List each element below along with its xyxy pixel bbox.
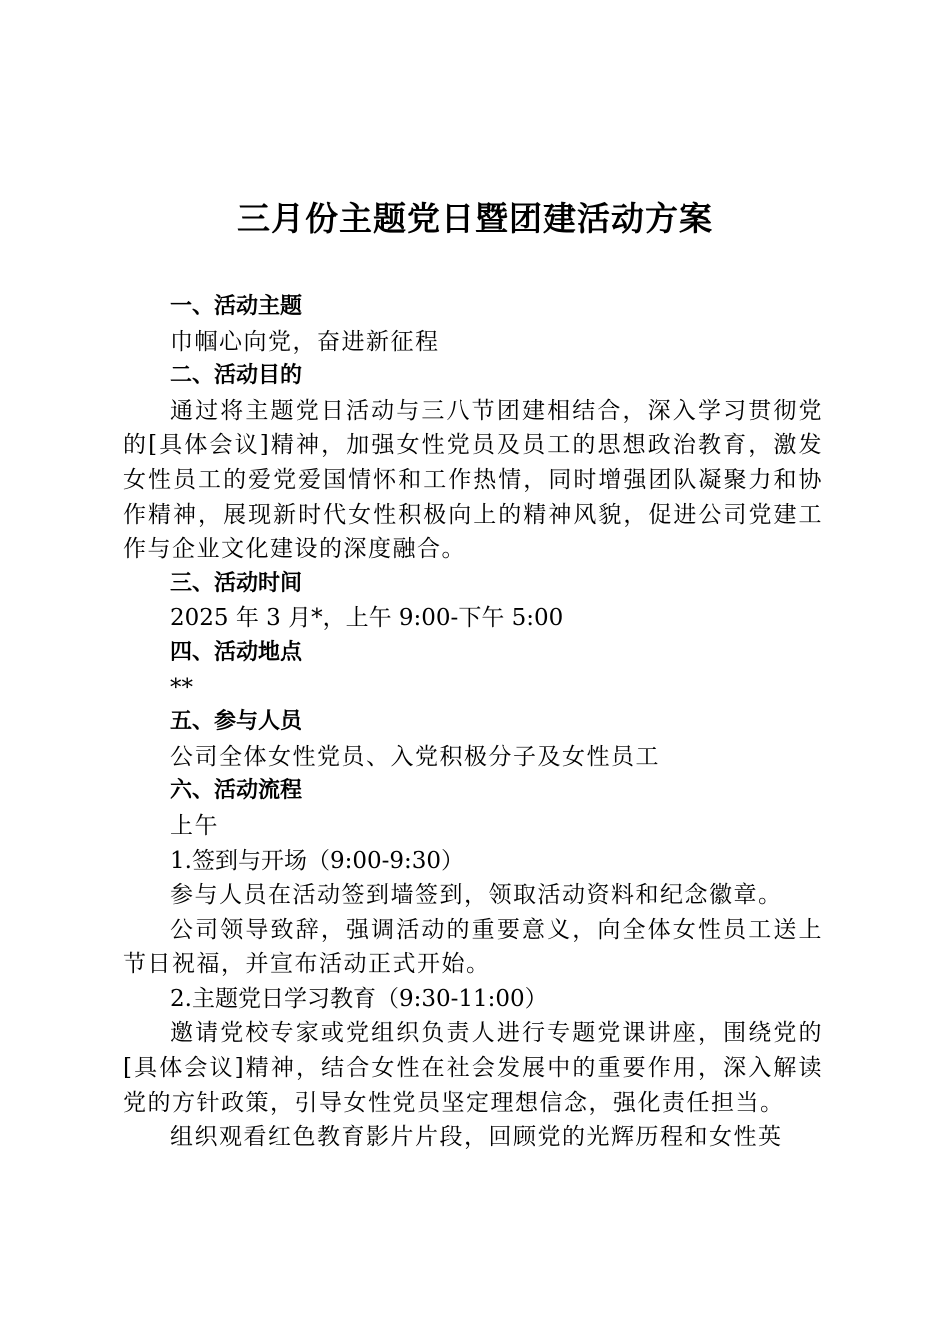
section-heading-purpose: 二、活动目的 xyxy=(170,363,303,389)
process-item2-paragraph2: 组织观看红色教育影片片段，回顾党的光辉历程和女性英 xyxy=(170,1124,783,1151)
section-text-participants: 公司全体女性党员、入党积极分子及女性员工 xyxy=(170,743,660,770)
section-heading-participants: 五、参与人员 xyxy=(170,709,303,735)
document-title: 三月份主题党日暨团建活动方案 xyxy=(237,199,713,238)
section-text-location: ** xyxy=(170,674,193,701)
process-item2-title: 2.主题党日学习教育（9:30-11:00） xyxy=(170,985,548,1012)
section-heading-process: 六、活动流程 xyxy=(170,778,303,804)
document-body xyxy=(123,290,823,1155)
process-item1-paragraph2: 公司领导致辞，强调活动的重要意义，向全体女性员工送上节日祝福，并宣布活动正式开始。 xyxy=(123,916,823,978)
process-item1-title: 1.签到与开场（9:00-9:30） xyxy=(170,847,465,874)
section-text-time: 2025 年 3 月*，上午 9:00-下午 5:00 xyxy=(170,605,564,632)
section-text-purpose: 通过将主题党日活动与三八节团建相结合，深入学习贯彻党的[具体会议]精神，加强女性党员及员工的思想政治教育，激发女性员工的爱党爱国情怀和工作热情，同时增强团队凝聚力和协作精神，展现新时代女性积极向上的精神风貌，促进公司党建工作与企业文化建设的深度融合。 xyxy=(123,397,823,563)
process-item1-paragraph1: 参与人员在活动签到墙签到，领取活动资料和纪念徽章。 xyxy=(170,882,783,909)
process-morning-label: 上午 xyxy=(170,812,219,839)
process-item2-paragraph1: 邀请党校专家或党组织负责人进行专题党课讲座，围绕党的[具体会议]精神，结合女性在社会发展中的重要作用，深入解读党的方针政策，引导女性党员坚定理想信念，强化责任担当。 xyxy=(123,1020,823,1116)
section-heading-time: 三、活动时间 xyxy=(170,570,303,596)
section-heading-theme: 一、活动主题 xyxy=(170,294,303,319)
section-text-theme: 巾帼心向党，奋进新征程 xyxy=(170,328,440,355)
section-heading-location: 四、活动地点 xyxy=(170,639,303,665)
